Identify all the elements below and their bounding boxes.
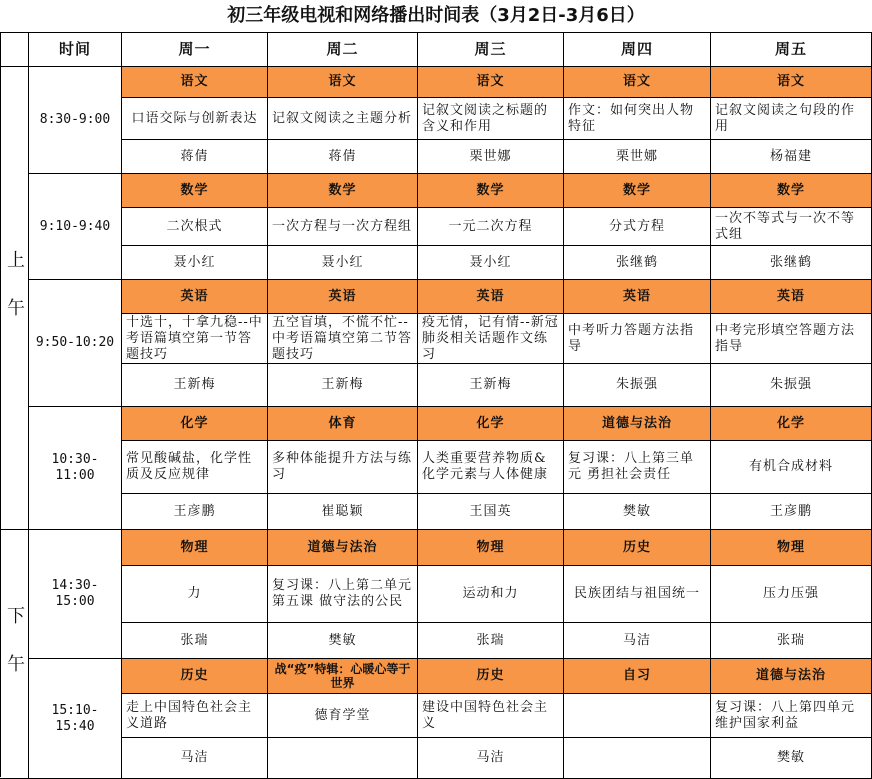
header-day-text: 周五 xyxy=(774,40,807,58)
subject-cell-text: 体育 xyxy=(328,415,357,431)
topic-cell[interactable] xyxy=(564,314,711,364)
subject-cell[interactable] xyxy=(711,174,872,208)
teacher-cell-text: 张继鹤 xyxy=(769,254,812,270)
header-day xyxy=(418,32,564,67)
time-slot xyxy=(29,67,122,174)
teacher-cell-text: 樊敏 xyxy=(622,503,651,519)
teacher-cell-text: 马洁 xyxy=(476,750,505,765)
header-day-text: 周三 xyxy=(474,40,507,58)
topic-cell-text: 德育学堂 xyxy=(314,707,371,723)
topic-cell[interactable] xyxy=(268,98,418,140)
subject-cell-text: 化学 xyxy=(476,415,505,431)
subject-cell[interactable] xyxy=(564,67,711,98)
subject-cell[interactable] xyxy=(564,280,711,314)
teacher-cell-text: 王国英 xyxy=(469,503,512,519)
topic-cell-text: 建设中国特色社会主义 xyxy=(422,699,549,731)
topic-cell[interactable] xyxy=(122,441,268,494)
teacher-cell xyxy=(122,494,268,530)
subject-cell-text: 数学 xyxy=(476,182,505,198)
topic-cell[interactable] xyxy=(711,314,872,364)
topic-cell-text: 十选十，十拿九稳--中考语篇填空第一节答题技巧 xyxy=(126,314,263,362)
subject-cell[interactable] xyxy=(122,67,268,98)
period-morning-text: 上午 xyxy=(4,250,25,346)
subject-cell[interactable] xyxy=(711,659,872,694)
topic-cell-text: 口语交际与创新表达 xyxy=(131,110,258,126)
teacher-cell-text: 张瑞 xyxy=(776,632,805,648)
subject-cell[interactable] xyxy=(268,530,418,566)
subject-cell-text: 历史 xyxy=(180,668,209,683)
teacher-cell xyxy=(564,738,711,779)
topic-cell-text: 中考完形填空答题方法指导 xyxy=(715,322,856,354)
teacher-cell xyxy=(711,494,872,530)
teacher-cell xyxy=(268,494,418,530)
subject-cell-text: 语文 xyxy=(476,74,505,89)
subject-cell-text: 语文 xyxy=(328,74,357,89)
teacher-cell xyxy=(268,623,418,659)
topic-cell[interactable] xyxy=(418,98,564,140)
teacher-cell-text: 马洁 xyxy=(180,750,209,765)
teacher-cell xyxy=(268,140,418,174)
teacher-cell xyxy=(564,623,711,659)
time-slot-text: 8:30-9:00 xyxy=(39,112,111,127)
topic-cell[interactable] xyxy=(122,566,268,623)
time-slot-text: 9:50-10:20 xyxy=(35,335,115,350)
teacher-cell-text: 栗世娜 xyxy=(469,148,512,164)
subject-cell[interactable] xyxy=(268,67,418,98)
subject-cell-text: 英语 xyxy=(622,288,651,304)
teacher-cell xyxy=(268,738,418,779)
subject-cell-text: 自习 xyxy=(622,668,651,683)
topic-cell-text: 记叙文阅读之句段的作用 xyxy=(715,102,856,134)
teacher-cell xyxy=(564,246,711,280)
topic-cell-text: 力 xyxy=(187,586,202,601)
topic-cell[interactable] xyxy=(418,441,564,494)
teacher-cell xyxy=(711,246,872,280)
subject-cell-text: 化学 xyxy=(776,415,805,431)
subject-cell-text: 战“疫”特辑：心暖心等于世界 xyxy=(274,662,411,690)
teacher-cell-text: 聂小红 xyxy=(321,254,364,270)
header-day-text: 周一 xyxy=(178,40,211,58)
topic-cell-text: 多种体能提升方法与练习 xyxy=(272,451,413,482)
subject-cell[interactable] xyxy=(268,407,418,441)
time-slot xyxy=(29,280,122,407)
topic-cell[interactable] xyxy=(711,208,872,246)
teacher-cell-text: 王彦鹏 xyxy=(769,503,812,519)
subject-cell-text: 历史 xyxy=(622,539,651,555)
subject-cell[interactable] xyxy=(122,174,268,208)
topic-cell[interactable] xyxy=(564,441,711,494)
topic-cell-text: 记叙文阅读之主题分析 xyxy=(272,110,413,126)
topic-cell[interactable] xyxy=(268,694,418,738)
topic-cell[interactable] xyxy=(564,98,711,140)
time-slot xyxy=(29,407,122,530)
teacher-cell xyxy=(711,738,872,779)
topic-cell[interactable] xyxy=(418,314,564,364)
subject-cell-text: 数学 xyxy=(776,182,805,198)
topic-cell-text: 一元二次方程 xyxy=(448,218,533,234)
topic-cell-text: 一次方程与一次方程组 xyxy=(272,218,413,234)
topic-cell[interactable] xyxy=(711,566,872,623)
time-slot-text: 9:10-9:40 xyxy=(39,218,111,234)
topic-cell[interactable] xyxy=(564,566,711,623)
subject-cell-text: 化学 xyxy=(180,415,209,431)
teacher-cell xyxy=(122,364,268,407)
topic-cell[interactable] xyxy=(268,314,418,364)
subject-cell-text: 物理 xyxy=(180,539,209,555)
topic-cell-text: 复习课：八上第三单元 勇担社会责任 xyxy=(568,451,695,482)
topic-cell-text: 分式方程 xyxy=(608,218,665,234)
topic-cell[interactable] xyxy=(564,694,711,738)
time-slot-text: 10:30-11:00 xyxy=(51,452,99,483)
subject-cell-text: 英语 xyxy=(180,288,209,304)
teacher-cell-text: 朱振强 xyxy=(615,377,658,392)
subject-cell[interactable] xyxy=(122,407,268,441)
teacher-cell-text: 樊敏 xyxy=(328,632,357,648)
topic-cell-text: 人类重要营养物质&化学元素与人体健康 xyxy=(422,451,549,482)
topic-cell[interactable] xyxy=(122,98,268,140)
header-day-text: 周四 xyxy=(620,40,653,58)
teacher-cell xyxy=(268,246,418,280)
teacher-cell-text: 蒋倩 xyxy=(328,148,357,164)
subject-cell-text: 数学 xyxy=(180,182,209,198)
topic-cell-text: 中考听力答题方法指导 xyxy=(568,322,695,354)
teacher-cell xyxy=(122,738,268,779)
teacher-cell xyxy=(268,364,418,407)
subject-cell[interactable] xyxy=(418,67,564,98)
topic-cell-text: 常见酸碱盐，化学性质及反应规律 xyxy=(126,451,253,482)
topic-cell-text: 一次不等式与一次不等式组 xyxy=(715,210,856,242)
header-day xyxy=(268,32,418,67)
topic-cell[interactable] xyxy=(711,98,872,140)
subject-cell-text: 道德与法治 xyxy=(601,415,672,431)
topic-cell[interactable] xyxy=(268,441,418,494)
teacher-cell-text: 朱振强 xyxy=(769,377,812,392)
subject-cell[interactable] xyxy=(564,407,711,441)
subject-cell-text: 道德与法治 xyxy=(307,539,378,555)
teacher-cell-text: 崔聪颖 xyxy=(321,503,364,519)
subject-cell[interactable] xyxy=(418,174,564,208)
topic-cell[interactable] xyxy=(122,694,268,738)
topic-cell[interactable] xyxy=(564,208,711,246)
time-slot xyxy=(29,530,122,659)
teacher-cell-text: 张继鹤 xyxy=(615,254,658,270)
header-day xyxy=(122,32,268,67)
time-slot-text: 14:30-15:00 xyxy=(51,578,99,609)
topic-cell-text: 记叙文阅读之标题的含义和作用 xyxy=(422,102,549,134)
subject-cell[interactable] xyxy=(418,280,564,314)
teacher-cell xyxy=(418,140,564,174)
subject-cell[interactable] xyxy=(564,530,711,566)
subject-cell-text: 语文 xyxy=(622,74,651,89)
subject-cell-text: 英语 xyxy=(328,288,357,304)
time-slot xyxy=(29,659,122,779)
subject-cell[interactable] xyxy=(268,280,418,314)
header-day xyxy=(711,32,872,67)
subject-cell[interactable] xyxy=(711,530,872,566)
subject-cell[interactable] xyxy=(711,280,872,314)
topic-cell[interactable] xyxy=(268,566,418,623)
teacher-cell xyxy=(122,623,268,659)
topic-cell[interactable] xyxy=(122,208,268,246)
topic-cell-text: 走上中国特色社会主义道路 xyxy=(126,699,253,731)
subject-cell[interactable] xyxy=(564,174,711,208)
teacher-cell xyxy=(122,140,268,174)
schedule-table xyxy=(0,32,872,777)
teacher-cell-text: 王新梅 xyxy=(173,377,216,392)
teacher-cell-text: 张瑞 xyxy=(476,632,505,648)
topic-cell[interactable] xyxy=(418,694,564,738)
teacher-cell xyxy=(418,623,564,659)
teacher-cell xyxy=(711,623,872,659)
subject-cell-text: 英语 xyxy=(776,288,805,304)
subject-cell[interactable] xyxy=(122,280,268,314)
subject-cell[interactable] xyxy=(418,530,564,566)
header-time-text: 时间 xyxy=(58,40,91,58)
teacher-cell-text: 聂小红 xyxy=(173,254,216,270)
subject-cell-text: 历史 xyxy=(476,668,505,683)
teacher-cell xyxy=(418,246,564,280)
topic-cell-text: 二次根式 xyxy=(166,218,223,234)
header-day-text: 周二 xyxy=(326,40,359,58)
teacher-cell xyxy=(711,364,872,407)
subject-cell[interactable] xyxy=(418,659,564,694)
teacher-cell-text: 樊敏 xyxy=(776,750,805,765)
teacher-cell xyxy=(564,140,711,174)
subject-cell-text: 语文 xyxy=(776,74,805,89)
topic-cell-text: 有机合成材料 xyxy=(748,459,833,474)
topic-cell-text: 疫无情，记有情--新冠肺炎相关话题作文练习 xyxy=(422,314,559,362)
teacher-cell-text: 王新梅 xyxy=(321,377,364,392)
period-morning xyxy=(0,67,29,530)
teacher-cell-text: 张瑞 xyxy=(180,632,209,648)
topic-cell-text: 民族团结与祖国统一 xyxy=(573,586,700,601)
teacher-cell xyxy=(564,364,711,407)
subject-cell[interactable] xyxy=(711,67,872,98)
topic-cell-text: 压力压强 xyxy=(762,586,819,601)
period-afternoon-text: 下午 xyxy=(4,606,25,702)
topic-cell-text: 运动和力 xyxy=(462,586,519,601)
topic-cell[interactable] xyxy=(418,566,564,623)
teacher-cell xyxy=(418,494,564,530)
period-afternoon xyxy=(0,530,29,779)
topic-cell[interactable] xyxy=(418,208,564,246)
time-slot xyxy=(29,174,122,280)
topic-cell-text: 复习课：八上第四单元 维护国家利益 xyxy=(715,699,856,731)
teacher-cell xyxy=(418,364,564,407)
teacher-cell-text: 栗世娜 xyxy=(615,148,658,164)
subject-cell-text: 数学 xyxy=(622,182,651,198)
subject-cell-text: 道德与法治 xyxy=(755,668,826,683)
teacher-cell xyxy=(122,246,268,280)
subject-cell-text: 数学 xyxy=(328,182,357,198)
subject-cell-text: 物理 xyxy=(476,539,505,555)
topic-cell-text: 复习课：八上第二单元第五课 做守法的公民 xyxy=(272,578,413,609)
teacher-cell xyxy=(564,494,711,530)
teacher-cell-text: 蒋倩 xyxy=(180,148,209,164)
subject-cell[interactable] xyxy=(564,659,711,694)
header-day xyxy=(564,32,711,67)
header-time xyxy=(29,32,122,67)
subject-cell-text: 英语 xyxy=(476,288,505,304)
teacher-cell-text: 王新梅 xyxy=(469,377,512,392)
teacher-cell-text: 王彦鹏 xyxy=(173,503,216,519)
subject-cell[interactable] xyxy=(122,530,268,566)
topic-cell[interactable] xyxy=(711,441,872,494)
subject-cell[interactable] xyxy=(268,174,418,208)
page-title: 初三年级电视和网络播出时间表（3月2日-3月6日） xyxy=(227,5,645,26)
topic-cell[interactable] xyxy=(122,314,268,364)
time-slot-text: 15:10-15:40 xyxy=(51,702,99,734)
teacher-cell-text: 杨福建 xyxy=(769,148,812,164)
subject-cell-text: 语文 xyxy=(180,74,209,89)
topic-cell[interactable] xyxy=(711,694,872,738)
subject-cell[interactable] xyxy=(418,407,564,441)
subject-cell[interactable] xyxy=(711,407,872,441)
teacher-cell-text: 聂小红 xyxy=(469,254,512,270)
teacher-cell xyxy=(711,140,872,174)
topic-cell[interactable] xyxy=(268,208,418,246)
corner-cell xyxy=(0,32,29,67)
teacher-cell-text: 马洁 xyxy=(622,632,651,648)
topic-cell-text: 五空盲填，不慌不忙--中考语篇填空第二节答题技巧 xyxy=(272,314,413,362)
teacher-cell xyxy=(418,738,564,779)
topic-cell-text: 作文：如何突出人物特征 xyxy=(568,102,695,134)
subject-cell-text: 物理 xyxy=(776,539,805,555)
subject-cell[interactable] xyxy=(122,659,268,694)
subject-cell[interactable] xyxy=(268,659,418,694)
